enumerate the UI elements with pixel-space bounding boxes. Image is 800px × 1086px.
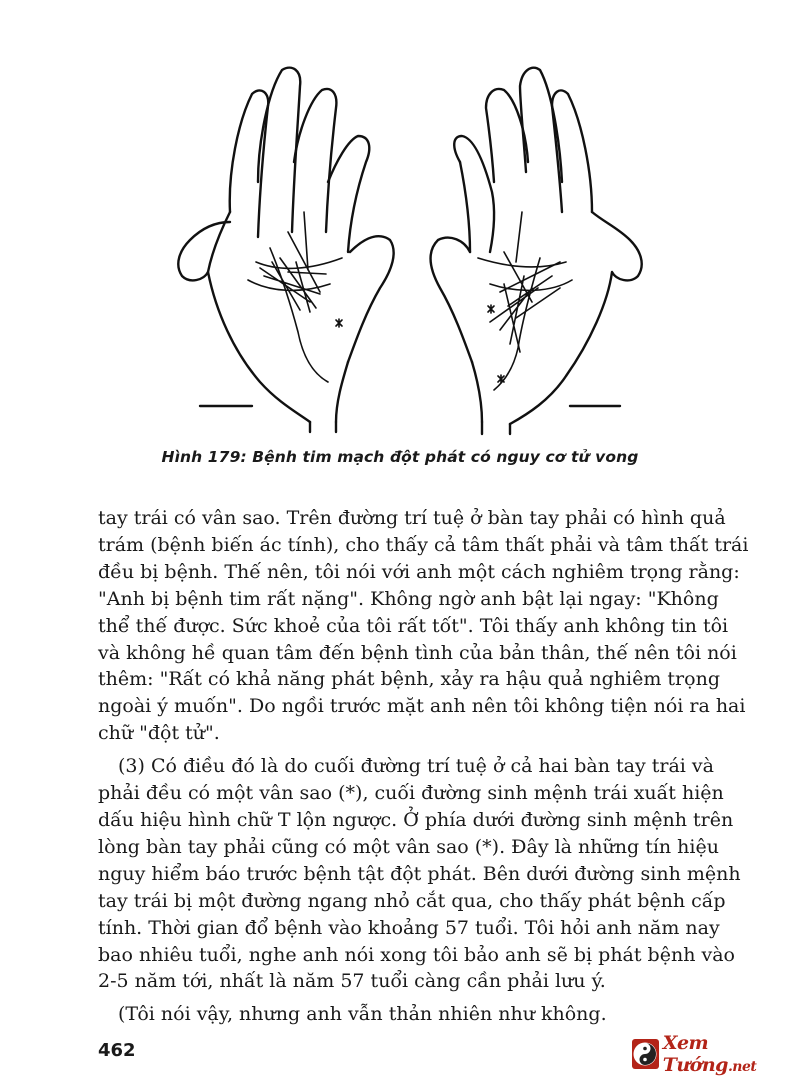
text-line: tay trái có vân sao. Trên đường trí tuệ ở bàn tay phải có hình quả (98, 507, 726, 529)
text-line: 2-5 năm tới, nhất là năm 57 tuổi càng cần phải lưu ý. (98, 970, 606, 993)
text-line: bao nhiêu tuổi, nghe anh nói xong tôi bảo anh sẽ bị phát bệnh vào (98, 943, 735, 966)
left-palm (178, 68, 393, 432)
text-line: đều bị bệnh. Thế nên, tôi nói với anh một cách nghiêm trọng rằng: (98, 560, 740, 583)
text-line: phải đều có một vân sao (*), cuối đường sinh mệnh trái xuất hiện (98, 782, 724, 805)
text-line: (Tôi nói vậy, nhưng anh vẫn thản nhiên như không. (118, 1003, 607, 1026)
body-text (98, 505, 749, 1028)
text-line: (3) Có điều đó là do cuối đường trí tuệ ở cả hai bàn tay trái và (118, 755, 714, 778)
paragraph-2 (98, 753, 741, 995)
yin-yang-icon (632, 1039, 659, 1069)
text-line: ngoài ý muốn". Do ngồi trước mặt anh nên tôi không tiện nói ra hai (98, 695, 746, 718)
page-number: 462 (98, 1040, 136, 1061)
text-line: trám (bệnh biến ác tính), cho thấy cả tâm thất phải và tâm thất trái (98, 533, 749, 556)
figure-caption: Hình 179: Bệnh tim mạch đột phát có nguy cơ tử vong (161, 448, 639, 466)
text-line: "Anh bị bệnh tim rất nặng". Không ngờ anh bật lại ngay: "Không (98, 587, 719, 610)
right-palm (431, 68, 642, 434)
text-line: dấu hiệu hình chữ T lộn ngược. Ở phía dưới đường sinh mệnh trên (98, 808, 734, 831)
paragraph-3 (98, 1001, 714, 1028)
text-line: thể thế được. Sức khoẻ của tôi rất tốt". Tôi thấy anh không tin tôi (98, 614, 729, 637)
text-line: và không hề quan tâm đến bệnh tình của bản thân, thế nên tôi nói (98, 641, 737, 664)
text-line: tay trái bị một đường ngang nhỏ cắt qua, cho thấy phát bệnh cấp (98, 889, 726, 912)
watermark-brand: Xem Tướng.net (662, 1032, 757, 1076)
text-line: lòng bàn tay phải cũng có một vân sao (*). Đây là những tín hiệu (98, 835, 719, 858)
text-line: tính. Thời gian đổ bệnh vào khoảng 57 tuổi. Tôi hỏi anh năm nay (98, 916, 720, 939)
palm-figure (160, 62, 660, 440)
text-line: thêm: "Rất có khả năng phát bệnh, xảy ra hậu quả nghiêm trọng (98, 668, 720, 691)
watermark-logo (632, 1032, 792, 1076)
text-line: nguy hiểm báo trước bệnh tật đột phát. Bên dưới đường sinh mệnh (98, 862, 741, 885)
paragraph-1 (98, 505, 749, 747)
text-line: chữ "đột tử". (98, 722, 220, 745)
